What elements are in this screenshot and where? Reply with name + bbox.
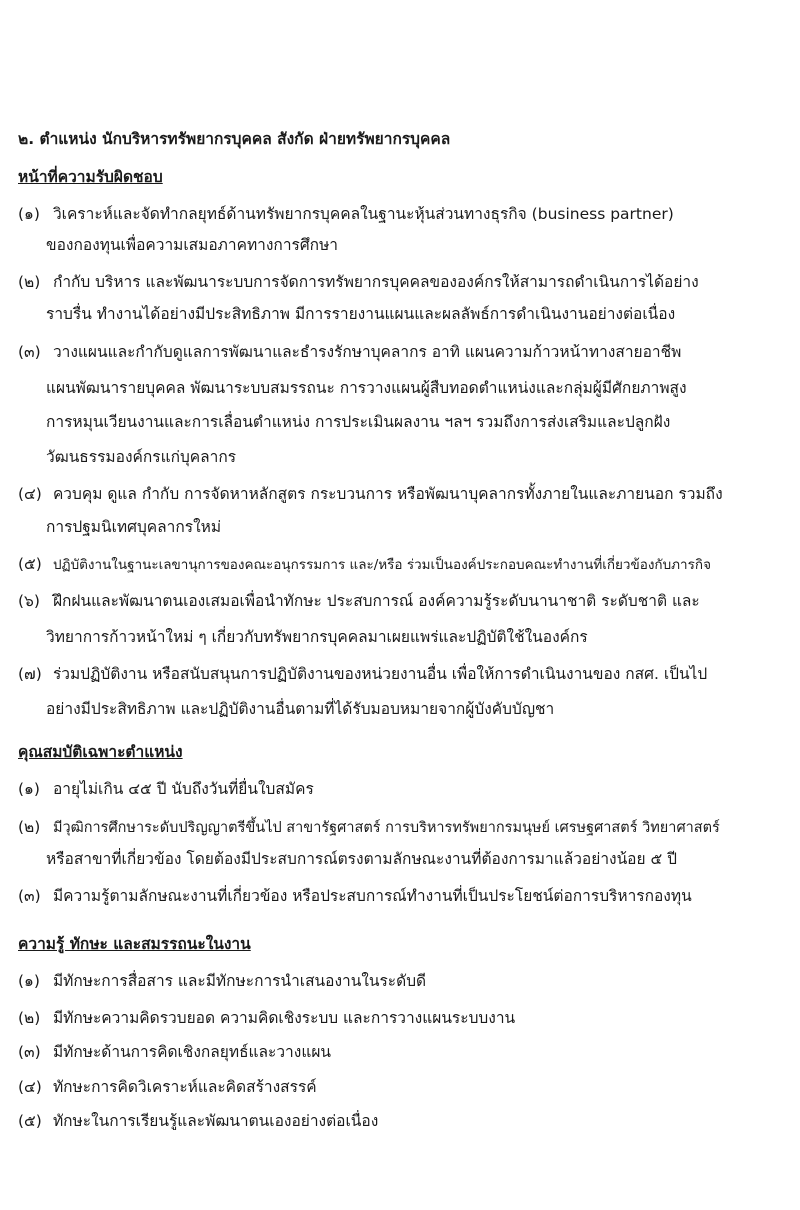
item-number: (๕) (18, 1112, 42, 1130)
item-text: มีทักษะด้านการคิดเชิงกลยุทธ์และวางแผน (52, 1043, 331, 1061)
list-item (18, 1080, 780, 1096)
item-text-cont: ราบรื่น ทำงานได้อย่างมีประสิทธิภาพ มีการรายงานแผนและผลลัพธ์การดำเนินงานอย่างต่อเนื่อง (46, 305, 676, 323)
item-text: อายุไม่เกิน ๔๕ ปี นับถึงวันที่ยื่นใบสมัคร (52, 780, 314, 798)
item-text: ปฏิบัติงานในฐานะเลขานุการของคณะอนุกรรมการ และ/หรือ ร่วมเป็นองค์ประกอบคณะทำงานที่เกี่ยวข้องกับภารกิจ (52, 557, 711, 573)
item-text: วางแผนและกำกับดูแลการพัฒนาและธำรงรักษาบุคลากร อาทิ แผนความก้าวหน้าทางสายอาชีพ (52, 343, 682, 361)
list-item (18, 557, 780, 573)
item-text: ฝึกฝนและพัฒนาตนเองเสมอเพื่อนำทักษะ ประสบการณ์ องค์ความรู้ระดับนานาชาติ ระดับชาติ และ (52, 592, 700, 610)
qualifications-heading: คุณสมบัติเฉพาะตำแหน่ง (18, 743, 183, 761)
list-item (18, 820, 780, 836)
item-number: (๒) (18, 273, 41, 291)
item-number: (๖) (18, 592, 40, 610)
item-text-cont: การหมุนเวียนงานและการเลื่อนตำแหน่ง การประเมินผลงาน ฯลฯ รวมถึงการส่งเสริมและปลูกฝัง (46, 413, 671, 431)
list-item (18, 1114, 780, 1130)
list-item (18, 667, 780, 683)
competencies-heading: ความรู้ ทักษะ และสมรรถนะในงาน (18, 935, 251, 953)
position-title: ๒. ตำแหน่ง นักบริหารทรัพยากรบุคคล สังกัด ฝ่ายทรัพยากรบุคคล (18, 130, 451, 148)
list-item (18, 889, 780, 905)
item-number: (๗) (18, 665, 42, 683)
item-number: (๓) (18, 343, 41, 361)
item-text-cont: การปฐมนิเทศบุคลากรใหม่ (46, 518, 222, 536)
list-item (18, 275, 780, 291)
item-text-cont: แผนพัฒนารายบุคคล พัฒนาระบบสมรรถนะ การวางแผนผู้สืบทอดตำแหน่งและกลุ่มผู้มีศักยภาพสูง (46, 379, 687, 397)
item-text: ควบคุม ดูแล กำกับ การจัดหาหลักสูตร กระบวนการ หรือพัฒนาบุคลากรทั้งภายในและภายนอก รวมถึง (52, 485, 723, 503)
list-item (18, 782, 780, 798)
list-item (18, 207, 780, 223)
item-text: มีวุฒิการศึกษาระดับปริญญาตรีขึ้นไป สาขารัฐศาสตร์ การบริหารทรัพยากรมนุษย์ เศรษฐศาสตร์ วิทยาศาสตร์ (52, 820, 720, 836)
responsibilities-heading: หน้าที่ความรับผิดชอบ (18, 168, 163, 186)
item-number: (๓) (18, 1043, 41, 1061)
item-text-cont: วัฒนธรรมองค์กรแก่บุคลากร (46, 448, 237, 466)
item-text-cont: อย่างมีประสิทธิภาพ และปฏิบัติงานอื่นตามที่ได้รับมอบหมายจากผู้บังคับบัญชา (46, 700, 555, 718)
item-text: มีทักษะความคิดรวบยอด ความคิดเชิงระบบ และการวางแผนระบบงาน (52, 1009, 516, 1027)
list-item (18, 594, 780, 610)
item-text: กำกับ บริหาร และพัฒนาระบบการจัดการทรัพยากรบุคคลขององค์กรให้สามารถดำเนินการได้อย่าง (52, 273, 699, 291)
list-item (18, 345, 780, 361)
item-number: (๓) (18, 887, 41, 905)
item-number: (๑) (18, 780, 40, 798)
item-text: ร่วมปฏิบัติงาน หรือสนับสนุนการปฏิบัติงานของหน่วยงานอื่น เพื่อให้การดำเนินงานของ กสศ. เป็นไป (52, 665, 708, 683)
list-item (18, 1045, 780, 1061)
item-text-cont: ของกองทุนเพื่อความเสมอภาคทางการศึกษา (46, 236, 338, 254)
list-item (18, 487, 780, 503)
item-text-cont: วิทยาการก้าวหน้าใหม่ ๆ เกี่ยวกับทรัพยากรบุคคลมาเผยแพร่และปฏิบัติใช้ในองค์กร (46, 628, 588, 646)
item-number: (๒) (18, 818, 41, 836)
item-number: (๔) (18, 1078, 42, 1096)
list-item (18, 974, 780, 990)
item-number: (๑) (18, 972, 40, 990)
item-text: ทักษะในการเรียนรู้และพัฒนาตนเองอย่างต่อเนื่อง (52, 1112, 379, 1130)
item-text: ทักษะการคิดวิเคราะห์และคิดสร้างสรรค์ (52, 1078, 317, 1096)
item-text: วิเคราะห์และจัดทำกลยุทธ์ด้านทรัพยากรบุคคลในฐานะหุ้นส่วนทางธุรกิจ (business partner) (52, 205, 674, 223)
list-item (18, 1011, 780, 1027)
item-text-cont: หรือสาขาที่เกี่ยวข้อง โดยต้องมีประสบการณ์ตรงตามลักษณะงานที่ต้องการมาแล้วอย่างน้อย ๕ ปี (46, 850, 677, 868)
item-text: มีทักษะการสื่อสาร และมีทักษะการนำเสนองานในระดับดี (52, 972, 427, 990)
item-number: (๒) (18, 1009, 41, 1027)
item-number: (๕) (18, 555, 42, 573)
item-text: มีความรู้ตามลักษณะงานที่เกี่ยวข้อง หรือประสบการณ์ทำงานที่เป็นประโยชน์ต่อการบริหารกองทุน (52, 887, 692, 905)
item-number: (๔) (18, 485, 42, 503)
item-number: (๑) (18, 205, 40, 223)
